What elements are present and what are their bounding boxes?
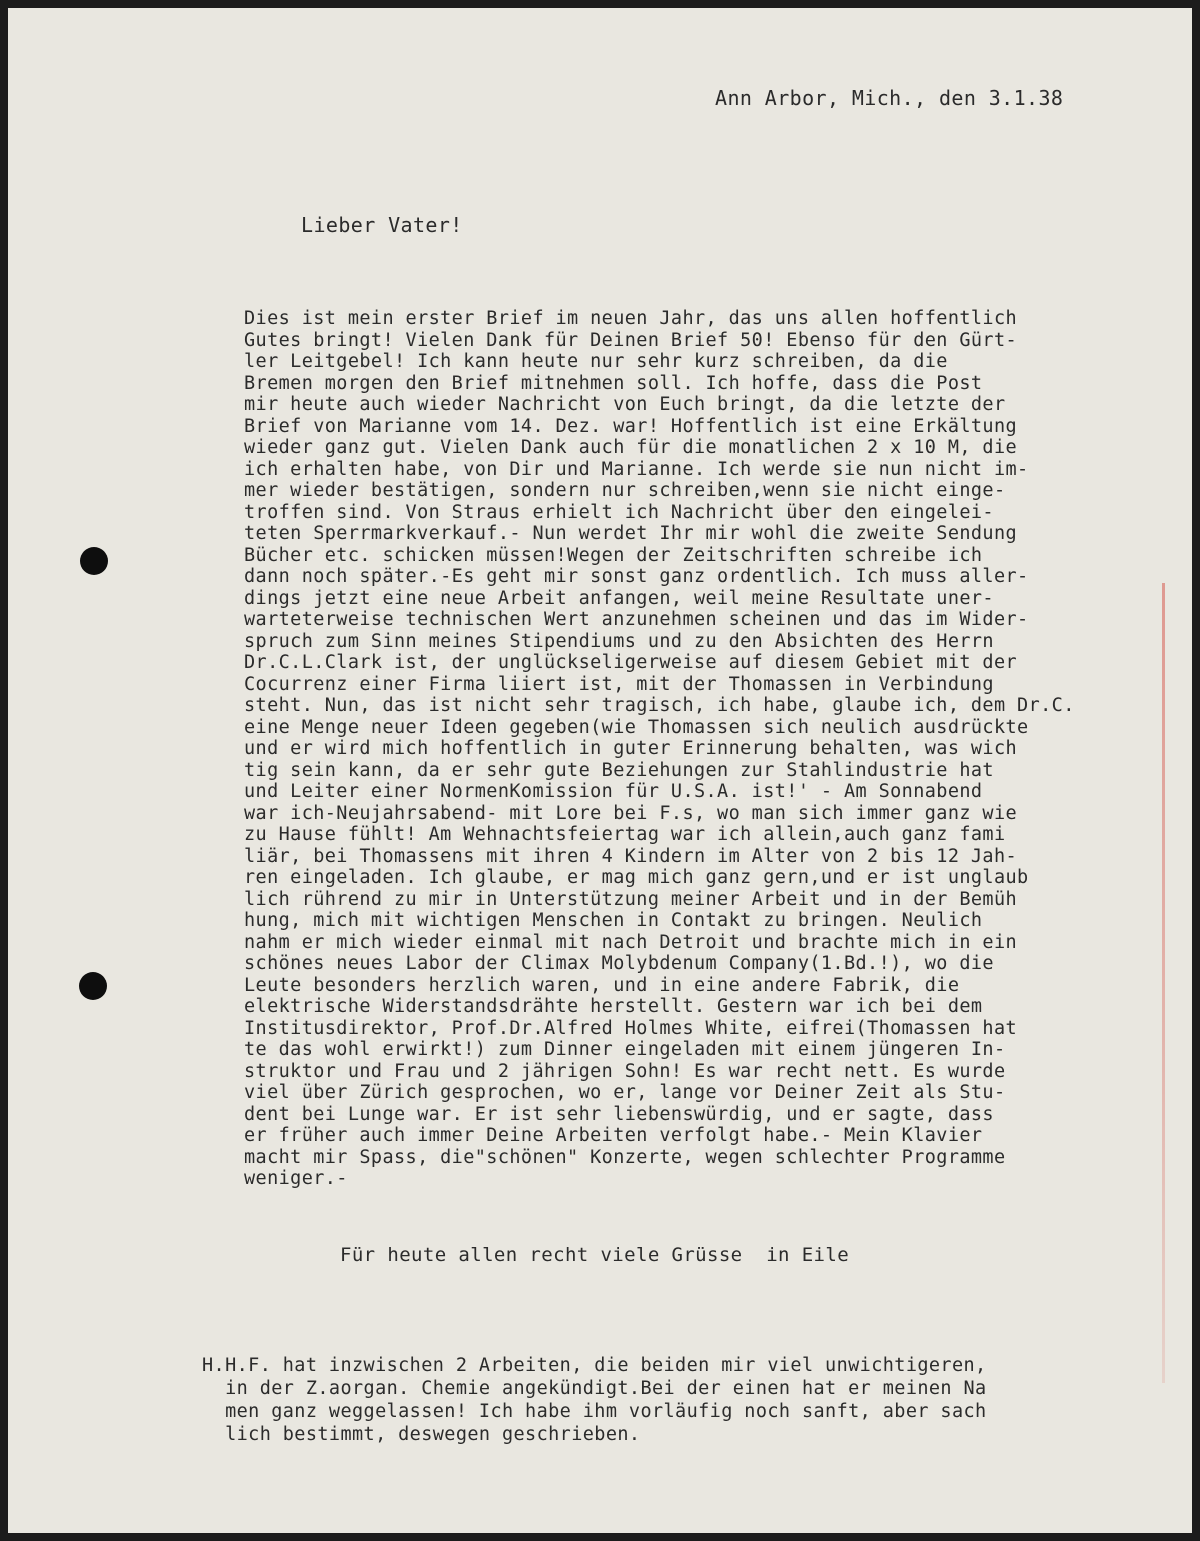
body-line: ler Leitgebel! Ich kann heute nur sehr kurz schreiben, da die bbox=[244, 351, 948, 372]
body-line: dings jetzt eine neue Arbeit anfangen, weil meine Resultate uner- bbox=[244, 587, 994, 609]
postscript-line: H.H.F. hat inzwischen 2 Arbeiten, die beiden mir viel unwichtigeren, bbox=[202, 1355, 987, 1376]
body-line: dent bei Lunge war. Er ist sehr liebenswürdig, und er sagte, dass bbox=[244, 1103, 994, 1125]
punch-hole bbox=[79, 972, 107, 1000]
body-line: eine Menge neuer Ideen gegeben(wie Thomassen sich neulich ausdrückte bbox=[244, 716, 1029, 738]
body-line: lich rührend zu mir in Unterstützung meiner Arbeit und in der Bemüh bbox=[244, 888, 1018, 910]
body-line: ich erhalten habe, von Dir und Marianne. Ich werde sie nun nicht im- bbox=[244, 458, 1029, 480]
body-line: schönes neues Labor der Climax Molybdenum Company(1.Bd.!), wo die bbox=[244, 953, 994, 974]
body-line: zu Hause fühlt! Am Wehnachtsfeiertag war ich allein,auch ganz fami bbox=[244, 824, 1006, 845]
body-line: wieder ganz gut. Vielen Dank auch für die monatlichen 2 x 10 M, die bbox=[244, 437, 1018, 458]
body-line: Brief von Marianne vom 14. Dez. war! Hoffentlich ist eine Erkältung bbox=[244, 415, 1018, 437]
body-line: weniger.- bbox=[244, 1168, 348, 1189]
body-line: mer wieder bestätigen, sondern nur schreiben,wenn sie nicht einge- bbox=[244, 480, 1006, 501]
body-line: tig sein kann, da er sehr gute Beziehungen zur Stahlindustrie hat bbox=[244, 759, 994, 781]
body-line: liär, bei Thomassens mit ihren 4 Kindern im Alter von 2 bis 12 Jah- bbox=[244, 845, 1018, 867]
punch-hole bbox=[80, 547, 108, 575]
body-line: struktor und Frau und 2 jährigen Sohn! Es war recht nett. Es wurde bbox=[244, 1060, 1006, 1082]
closing-line: Für heute allen recht viele Grüsse in Eile bbox=[340, 1244, 850, 1266]
body-line: Bücher etc. schicken müssen!Wegen der Zeitschriften schreibe ich bbox=[244, 544, 983, 566]
body-line: Dr.C.L.Clark ist, der unglückseligerweise auf diesem Gebiet mit der bbox=[244, 652, 1018, 673]
body-line: troffen sind. Von Straus erhielt ich Nachricht über den eingelei- bbox=[244, 501, 994, 523]
body-line: Bremen morgen den Brief mitnehmen soll. Ich hoffe, dass die Post bbox=[244, 372, 983, 394]
body-line: viel über Zürich gesprochen, wo er, lange vor Deiner Zeit als Stu- bbox=[244, 1082, 1006, 1103]
body-line: und er wird mich hoffentlich in guter Erinnerung behalten, was wich bbox=[244, 738, 1018, 759]
body-line: teten Sperrmarkverkauf.- Nun werdet Ihr mir wohl die zweite Sendung bbox=[244, 523, 1018, 544]
body-line: te das wohl erwirkt!) zum Dinner eingeladen mit einem jüngeren In- bbox=[244, 1039, 1006, 1060]
body-line: nahm er mich wieder einmal mit nach Detroit und brachte mich in ein bbox=[244, 931, 1018, 953]
body-line: und Leiter einer NormenKomission für U.S.A. ist!' - Am Sonnabend bbox=[244, 781, 983, 802]
body-line: Leute besonders herzlich waren, und in eine andere Fabrik, die bbox=[244, 974, 960, 996]
body-line: Cocurrenz einer Firma liiert ist, mit der Thomassen in Verbindung bbox=[244, 673, 994, 695]
postscript-line: men ganz weggelassen! Ich habe ihm vorläufig noch sanft, aber sach bbox=[202, 1401, 987, 1422]
body-line: steht. Nun, das ist nicht sehr tragisch, ich habe, glaube ich, dem Dr.C. bbox=[244, 695, 1075, 716]
body-line: Institusdirektor, Prof.Dr.Alfred Holmes White, eifrei(Thomassen hat bbox=[244, 1017, 1018, 1039]
body-line: elektrische Widerstandsdrähte herstellt. Gestern war ich bei dem bbox=[244, 996, 983, 1017]
postscript-line: lich bestimmt, deswegen geschrieben. bbox=[202, 1424, 641, 1445]
postscript bbox=[202, 1354, 1162, 1446]
postscript-line: in der Z.aorgan. Chemie angekündigt.Bei der einen hat er meinen Na bbox=[202, 1378, 987, 1399]
body-line: ren eingeladen. Ich glaube, er mag mich ganz gern,und er ist unglaub bbox=[244, 867, 1029, 888]
body-line: warteterweise technischen Wert anzunehmen scheinen und das im Wider- bbox=[244, 609, 1029, 630]
letter-page bbox=[8, 8, 1192, 1533]
body-line: Gutes bringt! Vielen Dank für Deinen Brief 50! Ebenso für den Gürt- bbox=[244, 329, 1018, 351]
dateline: Ann Arbor, Mich., den 3.1.38 bbox=[715, 86, 1064, 110]
body-line: war ich-Neujahrsabend- mit Lore bei F.s, wo man sich immer ganz wie bbox=[244, 802, 1018, 824]
body-line: hung, mich mit wichtigen Menschen in Contakt zu bringen. Neulich bbox=[244, 910, 983, 931]
body-line: dann noch später.-Es geht mir sonst ganz ordentlich. Ich muss aller- bbox=[244, 566, 1029, 587]
body-line: mir heute auch wieder Nachricht von Euch bringt, da die letzte der bbox=[244, 394, 1006, 415]
salutation: Lieber Vater! bbox=[301, 213, 463, 237]
body-line: spruch zum Sinn meines Stipendiums und zu den Absichten des Herrn bbox=[244, 630, 994, 652]
body-line: Dies ist mein erster Brief im neuen Jahr, das uns allen hoffentlich bbox=[244, 308, 1018, 329]
letter-body bbox=[244, 308, 1184, 1190]
body-line: macht mir Spass, die"schönen" Konzerte, wegen schlechter Programme bbox=[244, 1146, 1006, 1168]
body-line: er früher auch immer Deine Arbeiten verfolgt habe.- Mein Klavier bbox=[244, 1125, 983, 1146]
